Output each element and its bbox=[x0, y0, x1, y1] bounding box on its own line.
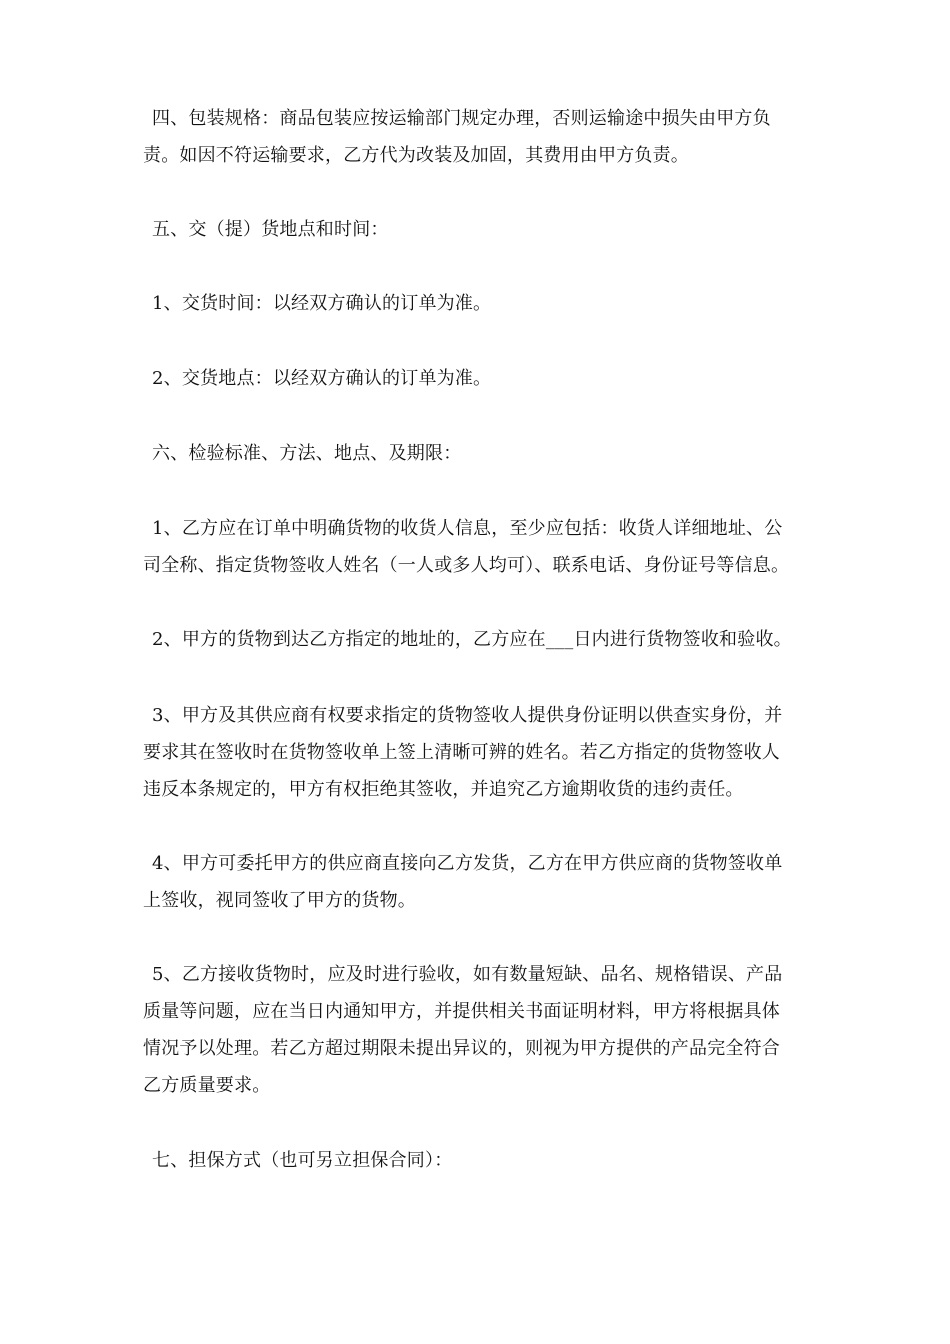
text-line: 3、甲方及其供应商有权要求指定的货物签收人提供身份证明以供查实身份，并 bbox=[152, 705, 783, 726]
text-line: 七、担保方式（也可另立担保合同）： bbox=[152, 1150, 453, 1171]
section-7-heading bbox=[143, 1142, 815, 1179]
section-4-packaging bbox=[143, 100, 815, 174]
section-6-item-5 bbox=[143, 956, 815, 1104]
section-5-heading bbox=[143, 211, 815, 248]
section-6-item-4 bbox=[143, 845, 815, 919]
section-6-item-2 bbox=[143, 621, 815, 658]
text-line: 2、交货地点：以经双方确认的订单为准。 bbox=[152, 368, 492, 389]
text-line: 上签收，视同签收了甲方的货物。 bbox=[143, 890, 416, 911]
text-line: 乙方质量要求。 bbox=[143, 1075, 271, 1096]
text-line: 1、乙方应在订单中明确货物的收货人信息，至少应包括：收货人详细地址、公 bbox=[152, 518, 783, 539]
text-line: 责。如因不符运输要求，乙方代为改装及加固，其费用由甲方负责。 bbox=[143, 145, 689, 166]
text-line: 司全称、指定货物签收人姓名（一人或多人均可）、联系电话、身份证号等信息。 bbox=[143, 555, 790, 576]
text-line: 质量等问题，应在当日内通知甲方，并提供相关书面证明材料，甲方将根据具体 bbox=[143, 1001, 780, 1022]
section-5-item-1 bbox=[143, 285, 815, 322]
text-line: 5、乙方接收货物时，应及时进行验收，如有数量短缺、品名、规格错误、产品 bbox=[152, 964, 783, 985]
text-line: 1、交货时间：以经双方确认的订单为准。 bbox=[152, 293, 492, 314]
text-line: 六、检验标准、方法、地点、及期限： bbox=[152, 443, 462, 464]
section-6-item-1 bbox=[143, 510, 815, 584]
section-6-heading bbox=[143, 435, 815, 472]
text-line: 2、甲方的货物到达乙方指定的地址的，乙方应在___日内进行货物签收和验收。 bbox=[152, 629, 792, 650]
text-line: 要求其在签收时在货物签收单上签上清晰可辨的姓名。若乙方指定的货物签收人 bbox=[143, 742, 780, 763]
text-line: 五、交（提）货地点和时间： bbox=[152, 219, 389, 240]
text-line: 四、包装规格：商品包装应按运输部门规定办理，否则运输途中损失由甲方负 bbox=[152, 108, 771, 129]
section-5-item-2 bbox=[143, 360, 815, 397]
text-line: 违反本条规定的，甲方有权拒绝其签收，并追究乙方逾期收货的违约责任。 bbox=[143, 779, 744, 800]
text-line: 情况予以处理。若乙方超过期限未提出异议的，则视为甲方提供的产品完全符合 bbox=[143, 1038, 780, 1059]
text-line: 4、甲方可委托甲方的供应商直接向乙方发货，乙方在甲方供应商的货物签收单 bbox=[152, 853, 783, 874]
section-6-item-3 bbox=[143, 697, 815, 808]
